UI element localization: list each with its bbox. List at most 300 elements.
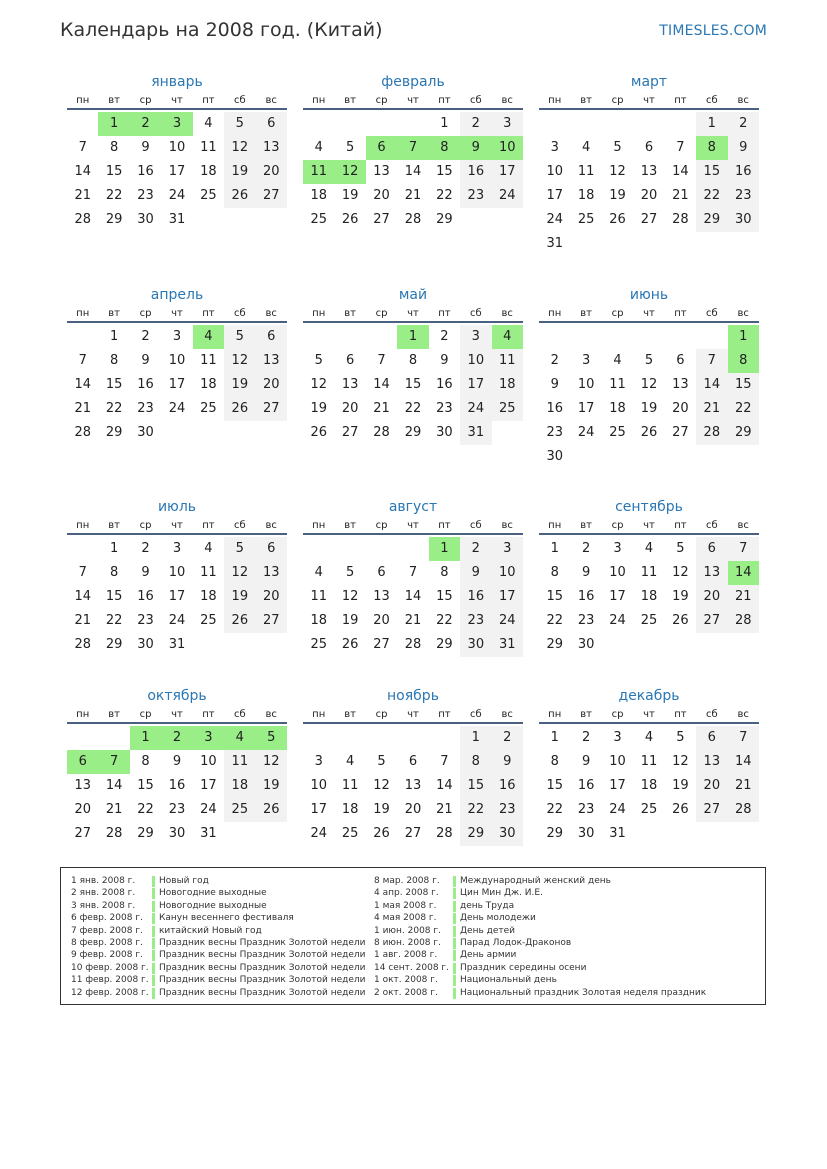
day-cell: 16: [137, 377, 154, 392]
day-cell: 15: [137, 778, 154, 793]
day-cell: 30: [137, 637, 154, 652]
empty-cell: [67, 537, 98, 561]
month-8: [539, 496, 759, 657]
day-cell: 9: [492, 750, 523, 774]
day-cell: 31: [168, 212, 186, 227]
weekday-label: вт: [580, 709, 592, 720]
day-cell: 18: [640, 778, 658, 793]
weekday-header: [67, 93, 287, 110]
weekday-label: ср: [139, 709, 152, 720]
day-cell: 23: [460, 609, 491, 633]
day-cell: 14: [373, 377, 390, 392]
day-cell: 4: [644, 730, 654, 745]
day-cell: 13: [256, 561, 287, 585]
day-cell: 28: [404, 212, 422, 227]
day-cell: 15: [105, 589, 123, 604]
weekday-label: сб: [705, 308, 718, 319]
legend-date: 6 февр. 2008 г.: [71, 913, 143, 924]
day-cell: 3: [460, 325, 491, 349]
weekday-label: чт: [643, 709, 655, 720]
day-cell: 20: [672, 401, 689, 416]
day-cell: 20: [256, 160, 287, 184]
day-cell: 31: [546, 236, 563, 251]
day-cell: 27: [404, 826, 422, 841]
month-1: [303, 71, 523, 232]
day-cell: 22: [105, 613, 123, 628]
day-cell: 1: [109, 329, 119, 344]
empty-cell: [397, 112, 428, 136]
day-cell: 4: [492, 325, 523, 349]
day-cell: 14: [404, 589, 422, 604]
empty-cell: [67, 112, 98, 136]
day-cell: 26: [224, 397, 255, 421]
day-cell: 24: [609, 802, 626, 817]
day-cell: 7: [397, 136, 428, 160]
day-cell: 21: [74, 401, 91, 416]
day-cell: 23: [492, 798, 523, 822]
day-cell: 15: [546, 589, 563, 604]
legend-color-bar: [453, 888, 456, 899]
day-cell: 28: [404, 637, 422, 652]
month-name: октябрь: [147, 688, 207, 704]
day-cell: 25: [640, 802, 658, 817]
day-cell: 28: [436, 826, 453, 841]
day-cell: 21: [74, 613, 91, 628]
day-cell: 15: [546, 778, 563, 793]
weekday-label: сб: [233, 709, 246, 720]
day-cell: 12: [672, 754, 689, 769]
day-cell: 29: [728, 421, 759, 445]
day-cell: 1: [109, 541, 119, 556]
day-cell: 29: [137, 826, 154, 841]
day-cell: 11: [200, 140, 217, 155]
legend-holiday-name: Праздник весны Праздник Золотой недели: [159, 975, 366, 986]
day-cell: 1: [550, 541, 559, 556]
day-cell: 27: [672, 425, 689, 440]
month-2: [539, 71, 759, 256]
weekday-header: [539, 306, 759, 323]
day-cell: 5: [613, 140, 622, 155]
day-cell: 7: [676, 140, 685, 155]
weekday-label: вс: [501, 709, 513, 720]
day-cell: 13: [696, 750, 727, 774]
day-cell: 31: [460, 421, 491, 445]
day-cell: 19: [341, 613, 359, 628]
weekday-label: ср: [611, 709, 624, 720]
weekday-label: чт: [643, 308, 655, 319]
day-cell: 17: [609, 589, 626, 604]
empty-cell: [602, 325, 633, 349]
day-cell: 8: [109, 565, 119, 580]
weekday-label: вт: [108, 95, 120, 106]
day-cell: 20: [696, 774, 727, 798]
day-cell: 25: [200, 613, 217, 628]
weekday-label: сб: [469, 520, 482, 531]
day-cell: 14: [105, 778, 123, 793]
weekday-label: чт: [643, 520, 655, 531]
weekday-label: вт: [108, 308, 120, 319]
day-cell: 2: [728, 112, 759, 136]
day-cell: 3: [172, 329, 182, 344]
day-cell: 20: [404, 802, 422, 817]
legend-holiday-name: Национальный день: [460, 975, 557, 986]
weekday-label: чт: [171, 308, 183, 319]
legend-holiday-name: День детей: [460, 925, 516, 936]
day-cell: 16: [728, 160, 759, 184]
weekday-label: сб: [469, 95, 482, 106]
day-cell: 14: [672, 164, 689, 179]
weekday-label: вт: [580, 520, 592, 531]
day-cell: 15: [105, 164, 123, 179]
day-cell: 27: [256, 609, 287, 633]
weekday-label: вс: [737, 520, 749, 531]
weekday-label: вс: [265, 520, 277, 531]
day-cell: 10: [492, 561, 523, 585]
empty-cell: [570, 112, 601, 136]
weekday-label: пт: [202, 95, 215, 106]
legend-color-bar: [152, 975, 155, 986]
day-cell: 24: [168, 188, 186, 203]
day-cell: 5: [345, 565, 355, 580]
day-cell: 24: [577, 425, 595, 440]
day-cell: 22: [546, 802, 563, 817]
day-cell: 8: [550, 754, 559, 769]
legend-holiday-name: день Труда: [460, 900, 515, 911]
day-cell: 17: [168, 164, 186, 179]
legend-holiday-name: Цин Мин Дж. И.Е.: [460, 888, 543, 899]
day-cell: 21: [74, 188, 91, 203]
month-name: май: [398, 287, 428, 303]
days-grid: [539, 325, 759, 469]
day-cell: 19: [224, 585, 255, 609]
day-cell: 2: [581, 730, 591, 745]
weekday-label: пт: [438, 95, 451, 106]
weekday-header: [303, 518, 523, 535]
legend-holiday-name: Парад Лодок-Драконов: [460, 937, 572, 948]
day-cell: 27: [696, 798, 727, 822]
legend-color-bar: [453, 988, 456, 999]
day-cell: 10: [310, 778, 327, 793]
empty-cell: [67, 325, 98, 349]
day-cell: 9: [460, 561, 491, 585]
day-cell: 16: [436, 377, 453, 392]
empty-cell: [334, 726, 365, 750]
day-cell: 19: [224, 373, 255, 397]
day-cell: 8: [728, 349, 759, 373]
day-cell: 20: [640, 188, 658, 203]
day-cell: 10: [168, 565, 186, 580]
day-cell: 7: [78, 140, 87, 155]
weekday-label: пт: [438, 520, 451, 531]
empty-cell: [366, 325, 397, 349]
day-cell: 12: [609, 164, 626, 179]
legend-color-bar: [152, 888, 155, 899]
day-cell: 14: [696, 373, 727, 397]
day-cell: 4: [204, 116, 213, 131]
day-cell: 30: [492, 822, 523, 846]
day-cell: 9: [141, 140, 150, 155]
weekday-label: пн: [548, 709, 562, 720]
day-cell: 6: [676, 353, 685, 368]
weekday-header: [67, 707, 287, 724]
day-cell: 23: [728, 184, 759, 208]
legend-date: 1 июн. 2008 г.: [374, 925, 441, 936]
day-cell: 31: [609, 826, 626, 841]
day-cell: 30: [460, 633, 491, 657]
site-link[interactable]: TIMESLES.COM: [659, 23, 767, 39]
day-cell: 11: [224, 750, 255, 774]
day-cell: 25: [224, 798, 255, 822]
day-cell: 7: [98, 750, 129, 774]
legend-color-bar: [453, 938, 456, 949]
day-cell: 6: [256, 112, 287, 136]
days-grid: [539, 537, 759, 657]
weekday-label: сб: [233, 308, 246, 319]
day-cell: 18: [310, 188, 327, 203]
weekday-label: пт: [202, 709, 215, 720]
day-cell: 22: [546, 613, 563, 628]
day-cell: 19: [310, 401, 327, 416]
day-cell: 20: [256, 585, 287, 609]
weekday-header: [303, 93, 523, 110]
day-cell: 3: [581, 353, 591, 368]
day-cell: 30: [546, 449, 563, 464]
day-cell: 26: [640, 425, 658, 440]
weekday-header: [67, 306, 287, 323]
legend-holiday-name: Национальный праздник Золотая неделя праздник: [460, 987, 707, 998]
day-cell: 3: [172, 541, 182, 556]
weekday-label: пт: [674, 709, 687, 720]
weekday-label: вс: [737, 709, 749, 720]
day-cell: 9: [550, 377, 559, 392]
days-grid: [303, 112, 523, 232]
legend-holiday-name: Новогодние выходные: [159, 888, 267, 899]
legend-color-bar: [453, 876, 456, 887]
legend-color-bar: [453, 950, 456, 961]
day-cell: 16: [546, 401, 563, 416]
day-cell: 10: [168, 140, 186, 155]
empty-cell: [67, 726, 98, 750]
day-cell: 1: [98, 112, 129, 136]
day-cell: 27: [373, 212, 390, 227]
day-cell: 27: [373, 637, 390, 652]
day-cell: 28: [728, 798, 759, 822]
day-cell: 28: [74, 212, 91, 227]
day-cell: 13: [696, 561, 727, 585]
day-cell: 10: [546, 164, 563, 179]
day-cell: 2: [550, 353, 559, 368]
weekday-label: пн: [76, 308, 90, 319]
weekday-label: пт: [674, 95, 687, 106]
day-cell: 1: [550, 730, 559, 745]
day-cell: 4: [644, 541, 654, 556]
weekday-label: чт: [171, 709, 183, 720]
legend-holiday-name: Новогодние выходные: [159, 900, 267, 911]
day-cell: 16: [137, 164, 154, 179]
day-cell: 14: [404, 164, 422, 179]
day-cell: 12: [224, 349, 255, 373]
month-name: январь: [151, 74, 203, 90]
day-cell: 4: [345, 754, 355, 769]
day-cell: 6: [67, 750, 98, 774]
empty-cell: [602, 112, 633, 136]
day-cell: 1: [460, 726, 491, 750]
day-cell: 28: [373, 425, 390, 440]
day-cell: 28: [728, 609, 759, 633]
day-cell: 29: [404, 425, 422, 440]
month-name: апрель: [150, 287, 204, 303]
weekday-label: ср: [611, 95, 624, 106]
day-cell: 15: [404, 377, 422, 392]
month-0: [67, 71, 287, 232]
legend-date: 1 окт. 2008 г.: [374, 975, 438, 986]
day-cell: 27: [341, 425, 359, 440]
weekday-label: сб: [469, 709, 482, 720]
empty-cell: [366, 537, 397, 561]
day-cell: 16: [168, 778, 186, 793]
day-cell: 26: [256, 798, 287, 822]
day-cell: 29: [460, 822, 491, 846]
day-cell: 21: [436, 802, 453, 817]
empty-cell: [696, 325, 727, 349]
day-cell: 24: [546, 212, 563, 227]
day-cell: 10: [609, 754, 626, 769]
empty-cell: [98, 726, 129, 750]
day-cell: 2: [161, 726, 192, 750]
day-cell: 13: [373, 589, 390, 604]
day-cell: 8: [550, 565, 559, 580]
weekday-label: ср: [139, 95, 152, 106]
day-cell: 17: [492, 160, 523, 184]
day-cell: 4: [204, 541, 213, 556]
weekday-label: пт: [674, 520, 687, 531]
empty-cell: [397, 726, 428, 750]
legend-holiday-name: Праздник весны Праздник Золотой недели: [159, 937, 366, 948]
weekday-label: вс: [265, 308, 277, 319]
day-cell: 4: [314, 565, 323, 580]
day-cell: 16: [492, 774, 523, 798]
legend-date: 14 сент. 2008 г.: [374, 962, 450, 973]
day-cell: 21: [696, 397, 727, 421]
day-cell: 11: [492, 349, 523, 373]
day-cell: 8: [696, 136, 727, 160]
weekday-label: ср: [375, 520, 388, 531]
day-cell: 17: [492, 585, 523, 609]
weekday-label: сб: [705, 95, 718, 106]
weekday-label: вт: [108, 709, 120, 720]
day-cell: 2: [492, 726, 523, 750]
day-cell: 11: [200, 565, 217, 580]
day-cell: 17: [168, 589, 186, 604]
day-cell: 22: [728, 397, 759, 421]
day-cell: 12: [334, 160, 365, 184]
day-cell: 2: [440, 329, 449, 344]
day-cell: 2: [141, 329, 150, 344]
day-cell: 27: [74, 826, 91, 841]
day-cell: 6: [377, 565, 386, 580]
day-cell: 21: [728, 774, 759, 798]
day-cell: 4: [224, 726, 255, 750]
day-cell: 2: [141, 541, 150, 556]
legend-date: 11 февр. 2008 г.: [71, 975, 149, 986]
day-cell: 22: [436, 613, 453, 628]
day-cell: 30: [168, 826, 186, 841]
empty-cell: [366, 112, 397, 136]
day-cell: 7: [696, 349, 727, 373]
day-cell: 28: [105, 826, 123, 841]
day-cell: 28: [74, 425, 91, 440]
day-cell: 24: [200, 802, 217, 817]
day-cell: 16: [460, 585, 491, 609]
day-cell: 24: [168, 613, 186, 628]
weekday-label: вс: [501, 95, 513, 106]
day-cell: 7: [728, 726, 759, 750]
day-cell: 25: [492, 397, 523, 421]
day-cell: 27: [256, 184, 287, 208]
weekday-label: вт: [344, 709, 356, 720]
day-cell: 31: [492, 633, 523, 657]
day-cell: 9: [141, 353, 150, 368]
day-cell: 22: [460, 798, 491, 822]
day-cell: 26: [609, 212, 626, 227]
empty-cell: [633, 325, 664, 349]
days-grid: [539, 112, 759, 256]
weekday-label: вт: [344, 308, 356, 319]
day-cell: 20: [341, 401, 359, 416]
day-cell: 11: [640, 565, 658, 580]
day-cell: 3: [193, 726, 224, 750]
day-cell: 18: [200, 164, 217, 179]
legend-color-bar: [152, 988, 155, 999]
day-cell: 18: [200, 377, 217, 392]
empty-cell: [334, 537, 365, 561]
month-name: март: [630, 74, 668, 90]
weekday-label: пн: [312, 520, 326, 531]
weekday-label: сб: [705, 520, 718, 531]
day-cell: 5: [224, 325, 255, 349]
day-cell: 1: [397, 325, 428, 349]
weekday-label: ср: [139, 520, 152, 531]
day-cell: 3: [314, 754, 323, 769]
day-cell: 16: [577, 778, 595, 793]
legend-color-bar: [152, 926, 155, 937]
day-cell: 18: [341, 802, 359, 817]
weekday-label: вт: [580, 95, 592, 106]
day-cell: 24: [492, 609, 523, 633]
day-cell: 6: [696, 726, 727, 750]
day-cell: 24: [492, 184, 523, 208]
day-cell: 17: [200, 778, 217, 793]
day-cell: 14: [74, 377, 91, 392]
weekday-label: вс: [737, 95, 749, 106]
weekday-label: чт: [407, 308, 419, 319]
legend-color-bar: [453, 926, 456, 937]
day-cell: 8: [109, 353, 119, 368]
day-cell: 7: [408, 565, 418, 580]
day-cell: 3: [492, 112, 523, 136]
day-cell: 28: [696, 421, 727, 445]
day-cell: 18: [640, 589, 658, 604]
weekday-label: пн: [548, 95, 562, 106]
day-cell: 8: [429, 136, 460, 160]
day-cell: 24: [460, 397, 491, 421]
days-grid: [67, 726, 287, 846]
day-cell: 19: [373, 802, 390, 817]
day-cell: 21: [373, 401, 390, 416]
legend-color-bar: [152, 963, 155, 974]
weekday-header: [303, 707, 523, 724]
day-cell: 23: [546, 425, 563, 440]
